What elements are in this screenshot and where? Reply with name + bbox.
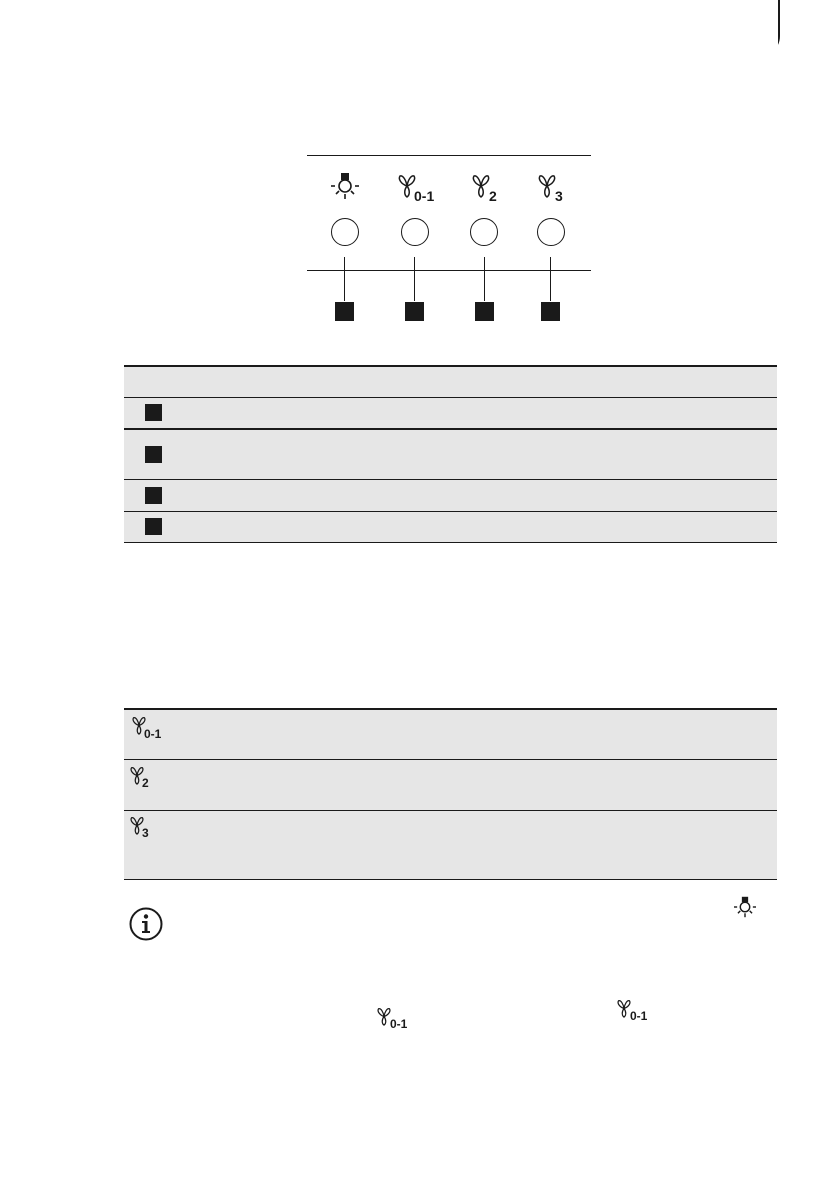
fan-icon — [617, 999, 631, 1018]
fan-speed-label: 3 — [142, 826, 149, 840]
fan-icon — [538, 174, 556, 198]
fan-speed-label: 0-1 — [144, 727, 162, 741]
table-bottom-rule — [124, 542, 777, 543]
table-row — [124, 710, 777, 759]
callout-line — [344, 257, 345, 301]
fan-speed-label: 0-1 — [414, 188, 435, 204]
callout-marker — [335, 302, 354, 321]
light-button[interactable] — [331, 218, 359, 246]
table-row — [124, 512, 777, 542]
fan-icon — [472, 174, 490, 198]
crop-mark — [778, 0, 781, 60]
table-header-row — [124, 367, 777, 397]
fan-speed-label: 2 — [489, 188, 497, 204]
fan-icon — [377, 1007, 391, 1026]
table-row — [124, 398, 777, 428]
callout-marker — [145, 404, 162, 421]
light-icon — [331, 172, 359, 200]
table-bottom-rule — [124, 879, 777, 880]
table-row — [124, 430, 777, 479]
fan-speed-3-button[interactable] — [537, 218, 565, 246]
fan-speed-label: 2 — [142, 776, 149, 790]
light-icon — [734, 896, 756, 918]
fan-speed-label: 0-1 — [630, 1009, 648, 1023]
table-row — [124, 760, 777, 810]
callout-line — [414, 257, 415, 301]
panel-bottom-line — [307, 270, 591, 271]
fan-speed-label: 0-1 — [390, 1017, 408, 1031]
table-row — [124, 480, 777, 511]
callout-line — [484, 257, 485, 301]
callout-marker — [475, 302, 494, 321]
table-row — [124, 811, 777, 879]
panel-top-line — [307, 155, 591, 156]
callout-marker — [541, 302, 560, 321]
callout-marker — [145, 487, 162, 504]
callout-marker — [145, 446, 162, 463]
callout-marker — [145, 518, 162, 535]
fan-speed-2-button[interactable] — [470, 218, 498, 246]
callout-line — [550, 257, 551, 301]
callout-marker — [405, 302, 424, 321]
info-icon — [129, 907, 163, 941]
fan-speed-label: 3 — [555, 188, 563, 204]
fan-speed-0-1-button[interactable] — [401, 218, 429, 246]
